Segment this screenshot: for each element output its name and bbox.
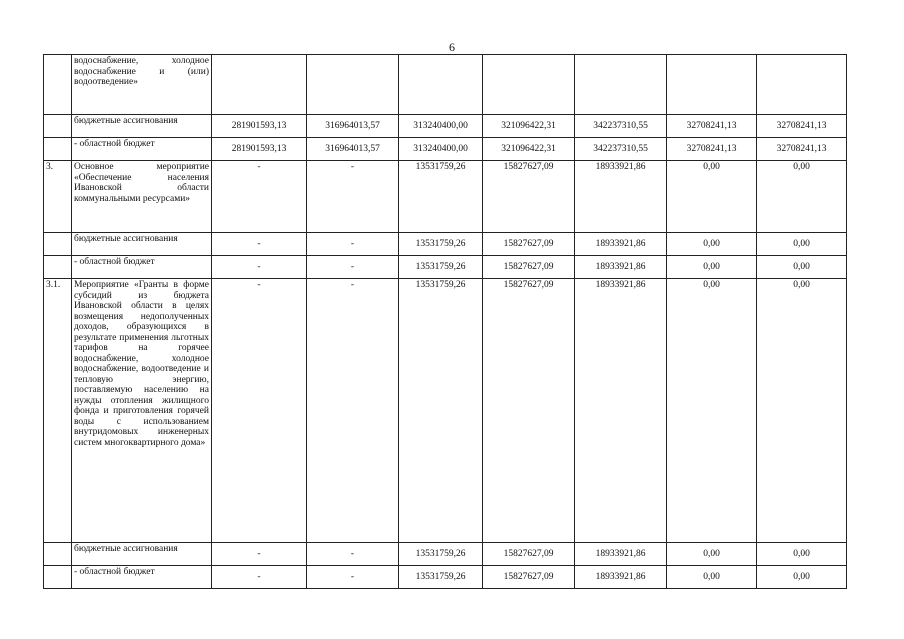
value-cell: 13531759,26 [399,233,483,256]
value-cell: - [212,543,307,566]
value-cell: 281901593,13 [212,138,307,161]
value-cell: 15827627,09 [483,256,575,279]
row-number-cell [44,138,72,161]
description-cell: - областной бюджет [72,138,212,161]
description-cell: водоснабжение, холодное водоснабжение и (или) водоотведение» [72,55,212,115]
row-number-cell [44,566,72,589]
value-cell: 316964013,57 [307,115,399,138]
value-cell: - [307,279,399,543]
value-cell: 342237310,55 [575,115,667,138]
value-cell: - [212,566,307,589]
value-cell: 32708241,13 [667,138,757,161]
value-cell: 15827627,09 [483,161,575,233]
value-cell: 0,00 [757,256,847,279]
value-cell: 15827627,09 [483,233,575,256]
value-cell: 0,00 [757,566,847,589]
table-row [44,161,847,233]
table-row [44,233,847,256]
value-cell: 18933921,86 [575,161,667,233]
value-cell: 0,00 [667,543,757,566]
value-cell: 0,00 [667,161,757,233]
value-cell: 18933921,86 [575,233,667,256]
value-cell: 18933921,86 [575,256,667,279]
value-cell: 0,00 [667,256,757,279]
value-cell: 15827627,09 [483,543,575,566]
value-cell: 18933921,86 [575,279,667,543]
row-number-cell [44,256,72,279]
value-cell: 13531759,26 [399,279,483,543]
value-cell: 15827627,09 [483,279,575,543]
value-cell: 281901593,13 [212,115,307,138]
value-cell: - [307,566,399,589]
value-cell: 321096422,31 [483,138,575,161]
value-cell: - [307,543,399,566]
value-cell: 313240400,00 [399,138,483,161]
value-cell: 13531759,26 [399,566,483,589]
value-cell: 32708241,13 [667,115,757,138]
value-cell [307,55,399,115]
row-number-cell: 3. [44,161,72,233]
value-cell: 0,00 [757,543,847,566]
value-cell: 0,00 [667,279,757,543]
value-cell: - [307,233,399,256]
value-cell: 316964013,57 [307,138,399,161]
value-cell: - [212,256,307,279]
description-cell: Основное мероприятие «Обеспечение населения Ивановской области коммунальными ресурсами» [72,161,212,233]
value-cell: 0,00 [757,161,847,233]
value-cell: 13531759,26 [399,161,483,233]
row-number-cell: 3.1. [44,279,72,543]
value-cell: 0,00 [757,233,847,256]
table-row [44,138,847,161]
value-cell: - [212,233,307,256]
row-number-cell [44,233,72,256]
value-cell [399,55,483,115]
row-number-cell [44,543,72,566]
table-row [44,279,847,543]
description-cell: - областной бюджет [72,256,212,279]
description-cell: Мероприятие «Гранты в форме субсидий из бюджета Ивановской области в целях возмещения недополученных доходов, образующихся в результате применения льготных тарифов на горячее водоснабжение, холодное водоснабжение, водоотведение и тепловую энергию, поставляемую населению на нужды отопления жилищного фонда и приготовления горячей воды с использованием внутридомовых инженерных систем многоквартирного дома» [72,279,212,543]
page-number: 6 [449,40,455,54]
table-row [44,115,847,138]
value-cell [212,55,307,115]
value-cell: - [307,256,399,279]
value-cell: 18933921,86 [575,566,667,589]
value-cell: 313240400,00 [399,115,483,138]
description-cell: - областной бюджет [72,566,212,589]
table-row [44,566,847,589]
value-cell [483,55,575,115]
value-cell: - [212,161,307,233]
value-cell [757,55,847,115]
description-cell: бюджетные ассигнования [72,233,212,256]
value-cell: 0,00 [667,566,757,589]
table-row [44,256,847,279]
value-cell: 32708241,13 [757,115,847,138]
description-cell: бюджетные ассигнования [72,115,212,138]
table-row [44,543,847,566]
value-cell: 13531759,26 [399,543,483,566]
value-cell: - [307,161,399,233]
budget-table [43,54,847,589]
value-cell: - [212,279,307,543]
value-cell: 13531759,26 [399,256,483,279]
value-cell: 0,00 [667,233,757,256]
value-cell [575,55,667,115]
row-number-cell [44,55,72,115]
value-cell: 15827627,09 [483,566,575,589]
value-cell: 342237310,55 [575,138,667,161]
value-cell: 18933921,86 [575,543,667,566]
value-cell: 32708241,13 [757,138,847,161]
row-number-cell [44,115,72,138]
description-cell: бюджетные ассигнования [72,543,212,566]
table-row [44,55,847,115]
value-cell [667,55,757,115]
value-cell: 0,00 [757,279,847,543]
value-cell: 321096422,31 [483,115,575,138]
